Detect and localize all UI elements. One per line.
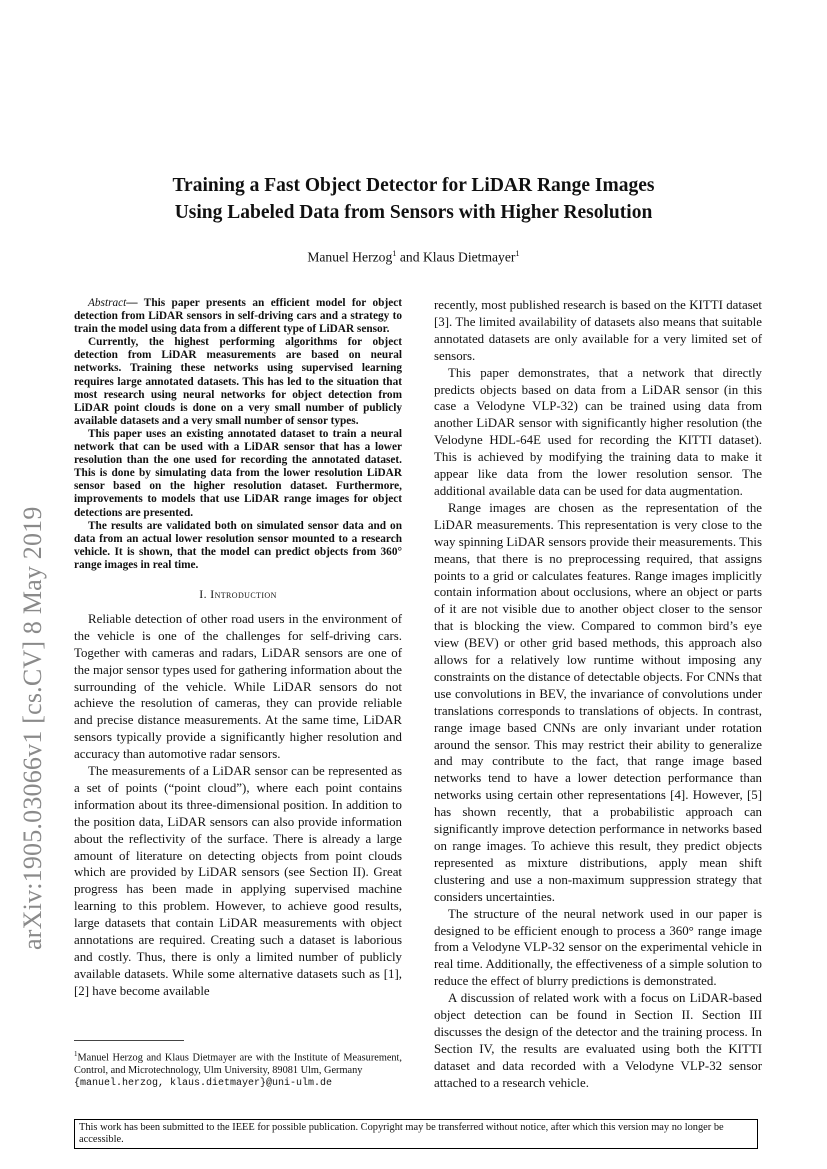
intro-paragraph: Range images are chosen as the representation of the LiDAR measurements. This representation is very close to the way spinning LiDAR sensors provide their measurements. This means, that there is no preprocessing required, that assigns points to a grid or calculates features. Range images implicitly contain information about occlusions, where an object or parts of it are not visible due to another object closer to the sensor that is blocking the view. Compared to common bird’s eye view (BEV) or other grid based methods, this approach also allows for a relatively low runtime without imposing any constraints on the distance of detectable objects. For CNNs that use convolutions in BEV, the invariance of convolutions under translations corresponds to translations of objects. In contrast, range image based CNNs are only invariant under rotation around the sensor. This may restrict their ability to generalize and may contribute to the fact, that range image based networks tend to have a lower detection performance than networks using certain other representations [4]. However, [5] has shown recently, that a probabilistic approach can significantly improve detection performance in networks based on range images. To achieve this result, they predict objects represented as mixture distributions, apply mean shift clustering and use a non-maximum suppression strategy that considers uncertainties.: [434, 500, 762, 904]
author-2-affiliation-mark: 1: [515, 248, 520, 258]
footnote: [74, 1048, 402, 1090]
author-connector: and: [396, 249, 423, 265]
title-line-2: Using Labeled Data from Sensors with Higher Resolution: [174, 202, 653, 223]
left-column: [74, 297, 402, 1000]
footnote-rule: [74, 1040, 184, 1041]
intro-paragraph: This paper demonstrates, that a network that directly predicts objects based on data from a LiDAR sensor (in this case a Velodyne VLP-32) can be trained using data from another LiDAR sensor with significantly higher resolution (the Velodyne HDL-64E used for recording the KITTI dataset). This is achieved by modifying the training data to make it appear like data from the lower resolution sensor. The additional available data can be used for data augmentation.: [434, 365, 762, 498]
abstract-paragraph-3: This paper uses an existing annotated dataset to train a neural network that can be used with a LiDAR sensor that has a lower resolution than the one used for recording the annotated dataset. This is done by simulating data from the lower resolution LiDAR sensor based on the higher resolution dataset. Furthermore, improvements to models that use LiDAR range images for object detections are presented.: [74, 427, 402, 519]
abstract-text-1: This paper presents an efficient model for object detection from LiDAR sensors in self-driving cars and a strategy to train the model using data from a different type of LiDAR sensor.: [74, 297, 402, 336]
abstract-dash: —: [126, 297, 144, 309]
abstract: [74, 297, 402, 572]
paper-title: [76, 172, 751, 226]
abstract-paragraph-1: [74, 297, 402, 336]
author-1: Manuel Herzog: [307, 249, 393, 265]
intro-paragraph: The structure of the neural network used in our paper is designed to be efficient enough to process a 360° range image from a Velodyne VLP-32 sensor on the experimental vehicle in real time. Additionally, the effectiveness of a simple solution to reduce the effect of blurry predictions is demonstrated.: [434, 906, 762, 989]
abstract-paragraph-4: The results are validated both on simulated sensor data and on data from an actual lower resolution sensor mounted to a research vehicle. It is shown, that the model can predict objects from 360° range images in real time.: [74, 519, 402, 571]
right-column: [434, 297, 762, 1092]
intro-paragraph: A discussion of related work with a focus on LiDAR-based object detection can be found in Section II. Section III discusses the design of the detector and the training process. In Section IV, the results are evaluated using both the KITTI dataset and data recorded with a Velodyne VLP-32 sensor attached to a research vehicle.: [434, 991, 762, 1090]
footnote-mark: 1: [74, 1050, 78, 1058]
author-line: [76, 248, 751, 266]
intro-paragraph: The measurements of a LiDAR sensor can be represented as a set of points (“point cloud”), where each point contains information about its three-dimensional position. In addition to the position data, LiDAR sensors can also provide information about the reflectivity of the surface. There is already a large amount of literature on detecting objects from point clouds which are provided by LiDAR sensors (see Section II). Great progress has been made in applying supervised machine learning to this problem. However, to achieve good results, large datasets that contain LiDAR measurements with object annotations are required. Creating such a dataset is laborious and costly. Thus, there is only a limited number of publicly available datasets. While some alternative datasets such as [1], [2] have become available: [74, 764, 402, 998]
intro-paragraph: Reliable detection of other road users in the environment of the vehicle is one of the challenges for self-driving cars. Together with cameras and radars, LiDAR sensors are one of the major sensor types used for gathering information about the surrounding of the vehicle. While LiDAR sensors do not achieve the resolution of cameras, they can provide reliable and precise distance measurements. At the same time, LiDAR sensors typically provide a significantly higher resolution and accuracy than automotive radar sensors.: [74, 611, 402, 762]
arxiv-identifier: arXiv:1905.03066v1 [cs.CV] 8 May 2019: [18, 506, 47, 950]
author-1-affiliation-mark: 1: [392, 248, 397, 258]
title-line-1: Training a Fast Object Detector for LiDAR Range Images: [172, 175, 655, 196]
section-heading-introduction: I. Introduction: [199, 586, 277, 601]
author-2: Klaus Dietmayer: [422, 249, 516, 265]
abstract-label: Abstract: [88, 297, 127, 309]
footnote-emails: {manuel.herzog, klaus.dietmayer}@uni-ulm.de: [74, 1077, 333, 1089]
abstract-paragraph-2: Currently, the highest performing algorithms for object detection from LiDAR measurements are based on neural networks. Training these networks using supervised learning requires large annotated datasets. This has led to the situation that most research using neural networks for object detection from LiDAR point clouds is done on a very small number of publicly available datasets and a very small number of sensor types.: [74, 336, 402, 427]
introduction-left: [74, 611, 402, 1000]
intro-paragraph-continued: recently, most published research is based on the KITTI dataset [3]. The limited availability of datasets also means that suitable annotated datasets are only available for a very limited set of sensors.: [434, 298, 762, 363]
introduction-right: [434, 297, 762, 1092]
ieee-submission-notice: This work has been submitted to the IEEE for possible publication. Copyright may be transferred without notice, after which this version may no longer be accessible.: [74, 1119, 758, 1149]
footnote-text: Manuel Herzog and Klaus Dietmayer are with the Institute of Measurement, Control, and Microtechnology, Ulm University, 89081 Ulm, Germany: [74, 1052, 402, 1076]
